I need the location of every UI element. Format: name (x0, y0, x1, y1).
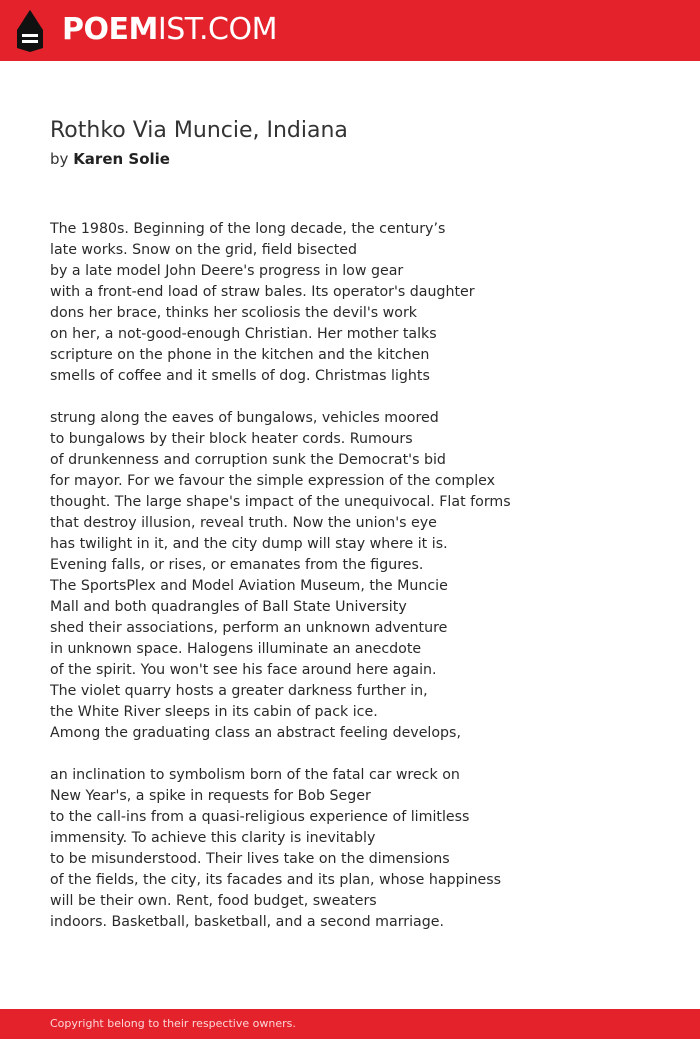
poem-line: immensity. To achieve this clarity is inevitably (50, 830, 376, 846)
copyright-notice: Copyright belong to their respective owners. (50, 1017, 296, 1030)
stanza (50, 408, 670, 744)
poem-line: an inclination to symbolism born of the fatal car wreck on (50, 767, 460, 783)
poem-line: of drunkenness and corruption sunk the Democrat's bid (50, 452, 446, 468)
poem-line: on her, a not-good-enough Christian. Her mother talks (50, 326, 437, 342)
poem-line: of the fields, the city, its facades and its plan, whose happiness (50, 872, 502, 888)
poem-body (50, 219, 670, 954)
stanza (50, 219, 670, 387)
poem-line: Among the graduating class an abstract feeling develops, (50, 725, 461, 741)
stanza (50, 765, 670, 933)
by-prefix: by (50, 150, 69, 168)
logo-rest: IST.COM (157, 12, 277, 47)
poem-line: late works. Snow on the grid, field bisected (50, 242, 358, 258)
poem-line: to be misunderstood. Their lives take on the dimensions (50, 851, 450, 867)
logo-bold: POEM (62, 12, 158, 47)
site-logo[interactable] (62, 12, 277, 48)
poem-line: to the call-ins from a quasi-religious experience of limitless (50, 809, 470, 825)
poem-line: has twilight in it, and the city dump will stay where it is. (50, 536, 448, 552)
poem-line: The 1980s. Beginning of the long decade, the century’s (50, 221, 446, 237)
poem-line: the White River sleeps in its cabin of pack ice. (50, 704, 378, 720)
poem-line: dons her brace, thinks her scoliosis the devil's work (50, 305, 418, 321)
poem-line: to bungalows by their block heater cords. Rumours (50, 431, 413, 447)
site-header (0, 0, 700, 61)
author-name: Karen Solie (73, 150, 170, 168)
poem-line: that destroy illusion, reveal truth. Now the union's eye (50, 515, 437, 531)
poem-line: New Year's, a spike in requests for Bob Seger (50, 788, 371, 804)
poem-line: will be their own. Rent, food budget, sweaters (50, 893, 377, 909)
poem-line: of the spirit. You won't see his face around here again. (50, 662, 437, 678)
pencil-icon (17, 10, 43, 52)
poem-line: indoors. Basketball, basketball, and a second marriage. (50, 914, 444, 930)
poem-line: scripture on the phone in the kitchen and the kitchen (50, 347, 430, 363)
poem-line: shed their associations, perform an unknown adventure (50, 620, 448, 636)
poem-line: Evening falls, or rises, or emanates from the figures. (50, 557, 424, 573)
poem-line: by a late model John Deere's progress in low gear (50, 263, 404, 279)
poem-title: Rothko Via Muncie, Indiana (50, 118, 348, 143)
poem-line: smells of coffee and it smells of dog. Christmas lights (50, 368, 430, 384)
poem-line: strung along the eaves of bungalows, vehicles moored (50, 410, 439, 426)
poem-line: The violet quarry hosts a greater darkness further in, (50, 683, 428, 699)
poem-line: thought. The large shape's impact of the unequivocal. Flat forms (50, 494, 511, 510)
site-footer (0, 1009, 700, 1039)
poem-line: Mall and both quadrangles of Ball State University (50, 599, 407, 615)
poem-line: for mayor. For we favour the simple expression of the complex (50, 473, 496, 489)
poem-line: in unknown space. Halogens illuminate an anecdote (50, 641, 422, 657)
poem-line: The SportsPlex and Model Aviation Museum, the Muncie (50, 578, 448, 594)
poem-line: with a front-end load of straw bales. Its operator's daughter (50, 284, 475, 300)
byline (50, 149, 170, 169)
